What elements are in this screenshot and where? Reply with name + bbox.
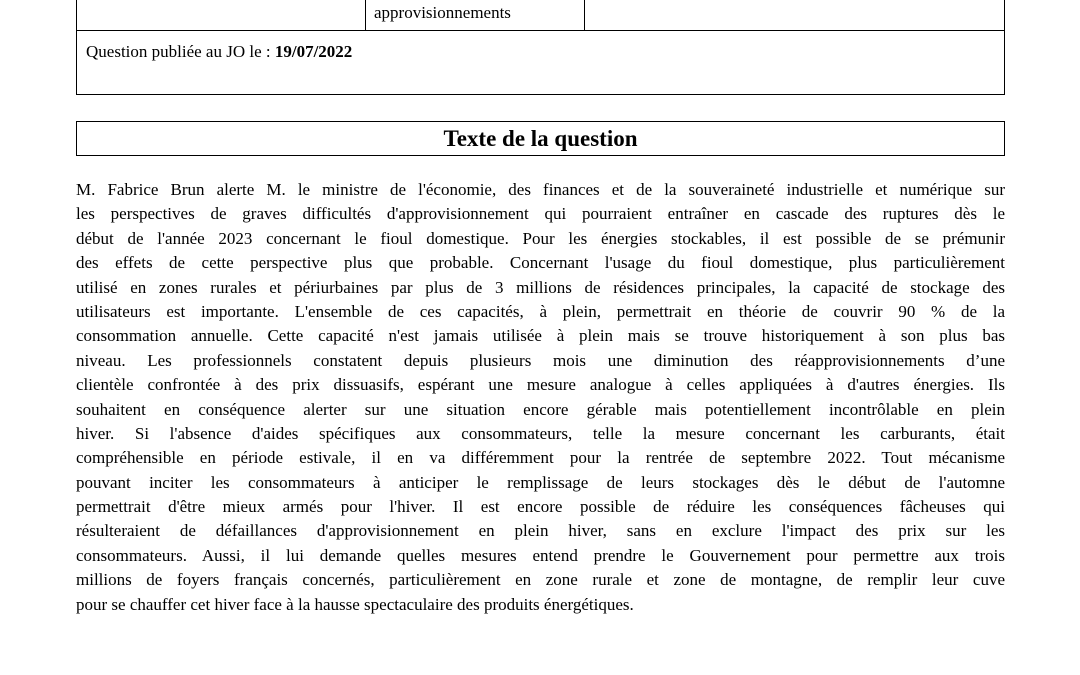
question-line: compréhensible en période estivale, il en va différemment pour la rentrée de septembre 2022. Tout mécanisme [76, 448, 1005, 468]
question-line: consommation annuelle. Cette capacité n'est jamais utilisée à plein mais se trouve historiquement à son plus bas [76, 326, 1005, 346]
question-line: hiver. Si l'absence d'aides spécifiques aux consommateurs, telle la mesure concernant les carburants, était [76, 423, 1005, 443]
info-table-top-row [77, 0, 1004, 31]
question-line: niveau. Les professionnels constatent depuis plusieurs mois une diminution des réapprovisionnements d’une [76, 350, 1005, 370]
question-text [76, 178, 1005, 617]
info-table-cell-right [585, 0, 1004, 30]
question-line: résulteraient de défaillances d'approvisionnement en plein hiver, sans en exclure l'impact des prix sur les [76, 521, 1005, 541]
question-line: souhaitent en conséquence alerter sur une situation encore gérable mais potentiellement incontrôlable en plein [76, 399, 1005, 419]
question-line: utilisé en zones rurales et périurbaines par plus de 3 millions de résidences principales, la capacité de stockage des [76, 277, 1005, 297]
info-table-cell-middle [366, 0, 585, 30]
info-table-cell-left [77, 0, 366, 30]
question-line: utilisateurs est importante. L'ensemble de ces capacités, à plein, permettrait en théorie de couvrir 90 % de la [76, 301, 1005, 321]
question-line: permettrait d'être mieux armés pour l'hiver. Il est encore possible de réduire les conséquences fâcheuses qui [76, 497, 1005, 517]
question-line: pouvant inciter les consommateurs à anticiper le remplissage de leurs stockages dès le début de l'automne [76, 472, 1005, 492]
question-line: des effets de cette perspective plus que probable. Concernant l'usage du fioul domestique, plus particulièrement [76, 253, 1005, 273]
question-line: début de l'année 2023 concernant le fioul domestique. Pour les énergies stockables, il est possible de se prémunir [76, 228, 1005, 248]
publication-line [86, 42, 352, 62]
question-info-table [76, 0, 1005, 95]
question-line: les perspectives de graves difficultés d'approvisionnement qui pourraient entraîner en cascade des ruptures dès le [76, 204, 1005, 224]
section-title: Texte de la question [443, 126, 638, 151]
question-line: M. Fabrice Brun alerte M. le ministre de l'économie, des finances et de la souveraineté industrielle et numérique sur [76, 180, 1005, 199]
info-table-cell-text: approvisionnements [374, 3, 511, 22]
question-line: consommateurs. Aussi, il lui demande quelles mesures entend prendre le Gouvernement pour permettre aux trois [76, 545, 1005, 565]
question-line: millions de foyers français concernés, particulièrement en zone rurale et zone de montagne, de remplir leur cuve [76, 570, 1005, 590]
question-line: pour se chauffer cet hiver face à la hausse spectaculaire des produits énergétiques. [76, 594, 634, 614]
section-header [76, 121, 1005, 156]
publication-date: 19/07/2022 [274, 42, 353, 61]
question-line: clientèle confrontée à des prix dissuasifs, espérant une mesure analogue à celles appliquées à d'autres énergies. Ils [76, 375, 1005, 395]
publication-label: Question publiée au JO le : [86, 42, 271, 61]
